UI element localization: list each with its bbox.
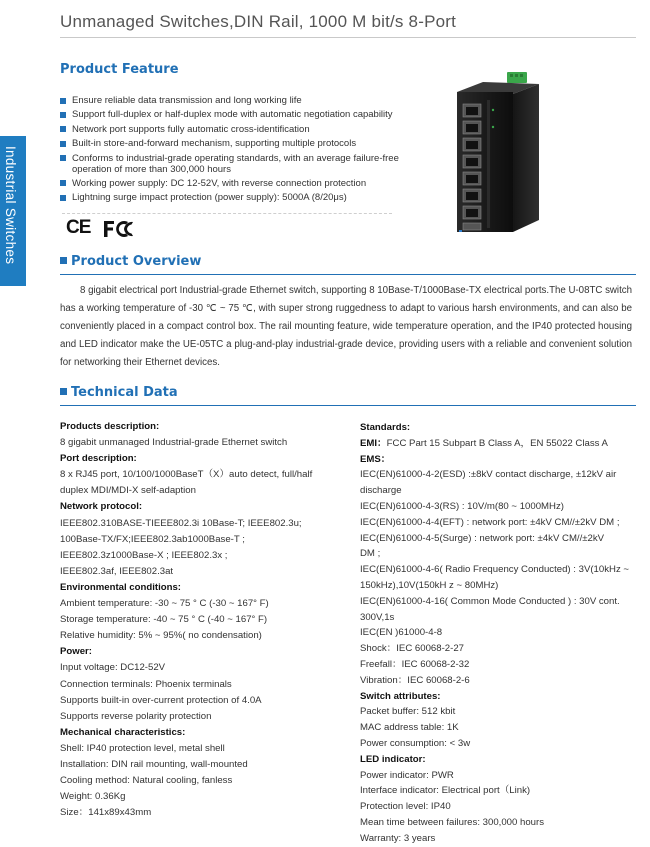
technical-heading-text: Technical Data <box>71 385 178 400</box>
spec-line: Input voltage: DC12-52V <box>60 662 166 674</box>
spec-heading: Mechanical characteristics: <box>60 726 186 738</box>
spec-line <box>360 641 638 657</box>
bullet-square-icon <box>60 112 66 118</box>
spec-lead: EMI： <box>360 437 387 449</box>
spec-lead: LED indicator: <box>360 753 426 765</box>
spec-line <box>360 736 638 752</box>
spec-heading: Products description: <box>60 421 160 432</box>
spec-value: Power consumption: < 3w <box>360 737 471 749</box>
title-divider <box>60 37 636 38</box>
spec-value: IEC(EN)61000-4-5(Surge) : network port: ±4kV CM//±2kV <box>360 532 605 544</box>
spec-line: Supports reverse polarity protection <box>60 710 212 722</box>
feature-item <box>60 178 430 189</box>
spec-value: Power indicator: PWR <box>360 769 454 781</box>
spec-value: Warranty: 3 years <box>360 832 436 844</box>
feature-list <box>60 95 430 207</box>
overview-heading-text: Product Overview <box>71 254 202 269</box>
feature-item <box>60 153 430 175</box>
spec-value: DM ; <box>360 548 381 560</box>
spec-line <box>360 467 638 483</box>
feature-item-text: Conforms to industrial-grade operating standards, with an average failure-free operation of more than 300,000 hours <box>72 152 399 175</box>
technical-right-column <box>360 420 638 847</box>
spec-heading: Network protocol: <box>60 501 143 513</box>
spec-line: IEEE802.3af, IEEE802.3at <box>60 565 174 577</box>
overview-heading <box>60 254 201 269</box>
spec-line <box>360 578 638 594</box>
spec-line <box>360 436 638 452</box>
overview-text: 8 gigabit electrical port Industrial-grade Ethernet switch, supporting 8 10Base-T/1000Base-TX electrical ports.The U-08TC switch has a working temperature of -30 ℃ ~ 75 ℃, with super strong ruggedness to adapt to various harsh environments, and can also be conveniently placed in a compact control box. The rail mounting feature, wide temperature operation, and the IP40 protected housing and LED indicator make the UE-05TC a plug-and-play industrial-grade device, providing users with a reliable and convenient solution for networking their Ethernet devices. <box>60 285 632 368</box>
feature-item-text: Lightning surge impact protection (power supply): 5000A (8/20μs) <box>72 192 347 204</box>
feature-item-text: Support full-duplex or half-duplex mode with automatic negotiation capability <box>72 109 393 121</box>
spec-value: Protection level: IP40 <box>360 801 451 813</box>
spec-value: IEC(EN)61000-4-6( Radio Frequency Conducted) : 3V(10kHz ~ <box>360 564 630 576</box>
spec-line <box>360 799 638 815</box>
spec-heading: Port description: <box>60 453 137 465</box>
spec-heading: Environmental conditions: <box>60 581 181 593</box>
product-photo <box>453 70 543 242</box>
spec-value: Interface indicator: Electrical port（Link) <box>360 785 531 797</box>
spec-line <box>360 562 638 578</box>
bullet-square-icon <box>60 141 66 147</box>
feature-item-text: Working power supply: DC 12-52V, with reverse connection protection <box>72 177 367 189</box>
spec-line <box>360 720 638 736</box>
spec-line <box>360 673 638 689</box>
feature-item-text: Built-in store-and-forward mechanism, supporting multiple protocols <box>72 138 357 150</box>
spec-heading <box>360 689 638 705</box>
spec-line <box>360 594 638 610</box>
spec-line: Size：141x89x43mm <box>60 807 152 819</box>
spec-value: Vibration：IEC 60068-2-6 <box>360 674 470 686</box>
feature-item-text: Network port supports fully automatic cross-identification <box>72 123 310 135</box>
spec-heading <box>360 752 638 768</box>
spec-line: Relative humidity: 5% ~ 95%( no condensation) <box>60 630 262 642</box>
spec-value: 300V,1s <box>360 611 395 623</box>
heading-square-icon <box>60 388 67 395</box>
spec-value: IEC(EN)61000-4-4(EFT) : network port: ±4kV CM//±2kV DM ; <box>360 516 620 528</box>
spec-value: Packet buffer: 512 kbit <box>360 706 456 718</box>
spec-line <box>360 499 638 515</box>
ce-mark: CE <box>66 217 91 238</box>
spec-value: IEC(EN)61000-4-2(ESD) :±8kV contact discharge, ±12kV air <box>360 469 617 481</box>
spec-line: 8 x RJ45 port, 10/100/1000BaseT（X）auto detect, full/half <box>60 469 313 481</box>
spec-value: Shock：IEC 60068-2-27 <box>360 643 464 655</box>
rj45-ports <box>463 104 481 230</box>
spec-line <box>360 483 638 499</box>
technical-heading <box>60 385 178 400</box>
spec-line <box>360 515 638 531</box>
spec-line: Storage temperature: -40 ~ 75 ° C (-40 ~ 167° F) <box>60 614 268 626</box>
spec-value: Freefall：IEC 60068-2-32 <box>360 658 470 670</box>
spec-lead: Switch attributes: <box>360 690 441 702</box>
spec-line: Supports built-in over-current protection of 4.0A <box>60 694 262 706</box>
spec-value: 150kHz),10V(150kH z ~ 80MHz) <box>360 579 499 591</box>
spec-value: IEC(EN)61000-4-16( Common Mode Conducted ) : 30V cont. <box>360 595 620 607</box>
spec-line <box>360 657 638 673</box>
fcc-mark-text: FC <box>102 217 104 218</box>
spec-value: MAC address table: 1K <box>360 722 459 734</box>
feature-item-text: Ensure reliable data transmission and long working life <box>72 95 302 106</box>
bullet-square-icon <box>60 126 66 132</box>
feature-item <box>60 109 430 120</box>
power-terminal <box>507 72 527 83</box>
feature-item <box>60 192 430 203</box>
spec-heading: Power: <box>60 646 92 658</box>
spec-line <box>360 831 638 847</box>
spec-heading <box>360 452 638 468</box>
spec-line <box>360 768 638 784</box>
heading-square-icon <box>60 257 67 264</box>
spec-heading <box>360 420 638 436</box>
spec-line: Cooling method: Natural cooling, fanless <box>60 775 233 787</box>
spec-line: 8 gigabit unmanaged Industrial-grade Ethernet switch <box>60 437 288 449</box>
spec-line: Weight: 0.36Kg <box>60 791 126 803</box>
spec-line <box>360 815 638 831</box>
spec-value: discharge <box>360 485 402 497</box>
spec-line: 100Base-TX/FX;IEEE802.3ab1000Base-T ; <box>60 533 245 545</box>
spec-line <box>360 546 638 562</box>
technical-divider <box>60 405 636 406</box>
spec-line <box>360 610 638 626</box>
bullet-square-icon <box>60 155 66 161</box>
spec-line: IEEE802.310BASE-TIEEE802.3i 10Base-T; IEEE802.3u; <box>60 517 302 529</box>
fcc-mark <box>102 217 138 241</box>
spec-value: IEC(EN)61000-4-3(RS) : 10V/m(80 ~ 1000MHz) <box>360 500 564 512</box>
spec-line: Ambient temperature: -30 ~ 75 ° C (-30 ~ 167° F) <box>60 598 269 610</box>
side-tab <box>0 136 26 286</box>
overview-divider <box>60 274 636 275</box>
bullet-square-icon <box>60 195 66 201</box>
feature-item <box>60 95 430 106</box>
spec-line <box>360 783 638 799</box>
spec-value: FCC Part 15 Subpart B Class A，EN 55022 Class A <box>386 437 608 449</box>
feature-item <box>60 138 430 149</box>
spec-lead: Standards: <box>360 422 411 433</box>
bullet-square-icon <box>60 98 66 104</box>
spec-line: IEEE802.3z1000Base-X ; IEEE802.3x ; <box>60 549 228 561</box>
spec-lead: EMS： <box>360 453 391 465</box>
feature-heading: Product Feature <box>60 62 179 77</box>
spec-line: Connection terminals: Phoenix terminals <box>60 678 232 690</box>
technical-left-column <box>60 419 345 821</box>
spec-value: IEC(EN )61000-4-8 <box>360 627 443 639</box>
spec-line <box>360 625 638 641</box>
spec-line: duplex MDI/MDI-X self-adaption <box>60 485 196 497</box>
spec-value: Mean time between failures: 300,000 hours <box>360 816 544 828</box>
spec-line <box>360 531 638 547</box>
feature-divider <box>62 213 392 214</box>
spec-line: Installation: DIN rail mounting, wall-mounted <box>60 758 248 770</box>
side-tab-label: Industrial Switches <box>3 146 18 265</box>
spec-line: Shell: IP40 protection level, metal shell <box>60 742 225 754</box>
feature-item <box>60 124 430 135</box>
spec-line <box>360 704 638 720</box>
page-title: Unmanaged Switches,DIN Rail, 1000 M bit/s 8-Port <box>60 12 457 31</box>
bullet-square-icon <box>60 180 66 186</box>
